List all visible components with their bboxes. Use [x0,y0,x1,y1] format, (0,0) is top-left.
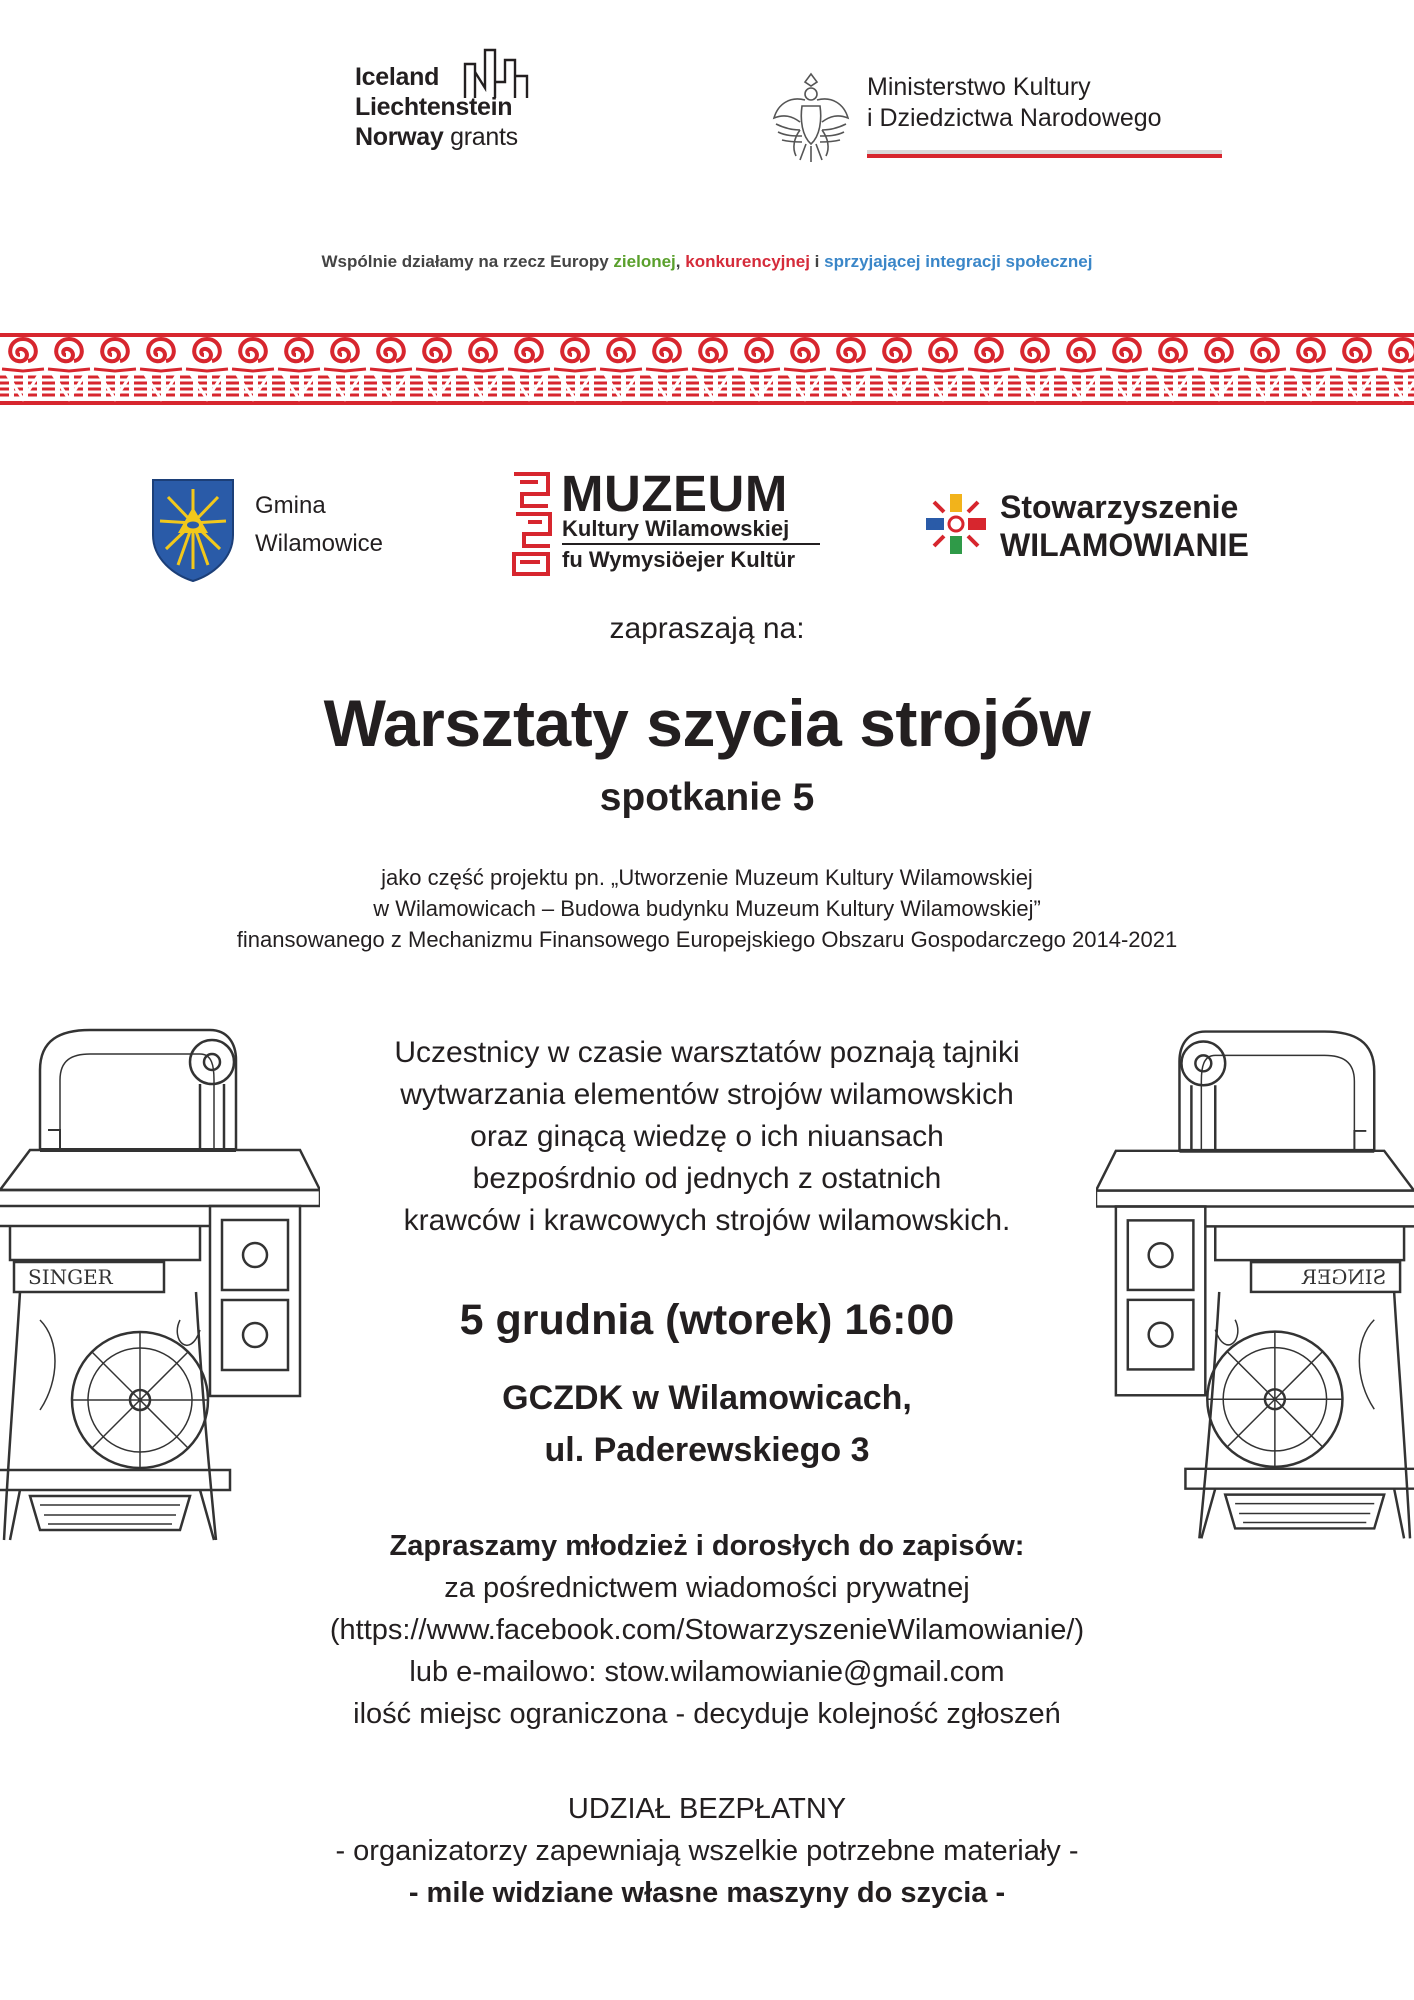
eea-line-liechtenstein: Liechtenstein [355,93,513,121]
facebook-link[interactable]: (https://www.facebook.com/StowarzyszenieWilamowianie/) [329,1614,1085,1646]
muzeum-divider [562,543,820,545]
free-heading: UDZIAŁ BEZPŁATNY [567,1793,847,1825]
page-title: Warsztaty szycia strojów [323,686,1091,760]
eea-grants-logo-icon [463,42,535,102]
singer-plate-left: SINGER [28,1265,113,1289]
gmina-name: Gmina Wilamowice [255,492,384,557]
free-participation: UDZIAŁ BEZPŁATNY - organizatorzy zapewniają wszelkie potrzebne materiały - - mile widziane własne maszyny do szycia - [0,1788,1414,1914]
event-place: GCZDK w Wilamowicach, ul. Paderewskiego 3 [502,1379,912,1469]
muzeum-line2: fu Wymysiöejer Kultür [562,547,796,572]
page-subtitle: spotkanie 5 [599,776,815,819]
folk-pattern-band [0,327,1414,409]
muzeum-word: MUZEUM [561,465,788,522]
registration-info: Zapraszamy młodzież i dorosłych do zapisów: za pośrednictwem wiadomości prywatnej (https://www.facebook.com/StowarzyszenieWilamowianie/) lub e-mailowo: stow.wilamowianie@gmail.com ilość miejsc ograniczona - decyduje kolejność zgłoszeń [0,1525,1414,1735]
invite-text: zapraszają na: [609,612,805,645]
slogan: Wspólnie działamy na rzecz Europy zielonej, konkurencyjnej i sprzyjającej integracji społecznej [321,252,1093,271]
ministry-name: Ministerstwo Kultury i Dziedzictwa Narodowego [867,73,1162,132]
email-line[interactable]: lub e-mailowo: stow.wilamowianie@gmail.com [409,1656,1005,1688]
muzeum-line1: Kultury Wilamowskiej [562,516,790,541]
workshop-description: Uczestnicy w czasie warsztatów poznają tajniki wytwarzania elementów strojów wilamowskich oraz ginącą wiedzę o ich niuansach bezpośrdnio od jednych z ostatnich krawców i krawcowych strojów wilamowskich. [394,1036,1020,1237]
registration-heading: Zapraszamy młodzież i dorosłych do zapisów: [389,1530,1025,1562]
stowarzyszenie-name: Stowarzyszenie WILAMOWIANIE [1000,489,1249,563]
eea-line-norway: Norway grants [355,123,518,151]
muzeum-emblem-icon [508,470,556,578]
project-info: jako część projektu pn. „Utworzenie Muzeum Kultury Wilamowskiej w Wilamowicach – Budowa budynku Muzeum Kultury Wilamowskiej” finansowanego z Mechanizmu Finansowego Europejskiego Obszaru Gospodarczego 2014-2021 [236,865,1178,952]
ministry-flag-rule [867,150,1222,158]
gmina-shield-icon [150,477,236,583]
polish-eagle-icon [770,70,852,166]
eea-line-iceland: Iceland [355,63,440,91]
stowarzyszenie-flower-icon [922,490,990,558]
singer-plate-right: SINGER [1302,1265,1387,1289]
event-date: 5 grudnia (wtorek) 16:00 [459,1296,955,1344]
